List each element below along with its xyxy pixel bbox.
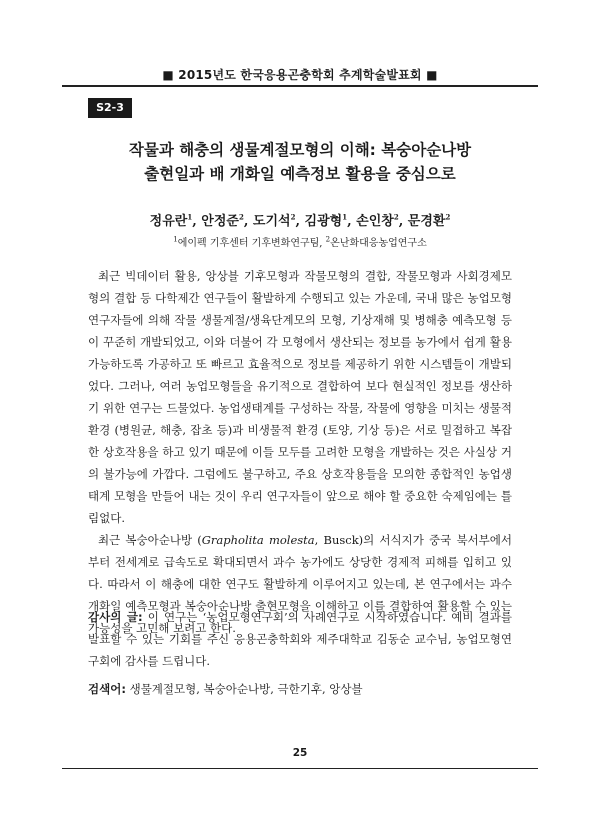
keywords-label: 검색어:: [88, 682, 126, 696]
author-list: 정유란$^1$, 안정준$^2$, 도기석$^2$, 김광형$^1$, 손인창$^2$, 문경환$^2$: [149, 212, 451, 229]
affiliations: $^1$에이펙 기후센터 기후변화연구팀, $^2$온난화대응농업연구소: [173, 235, 427, 249]
keywords-text: 생물계절모형, 복숭아순나방, 극한기후, 앙상블: [125, 682, 363, 696]
author: 문경환$^2$: [407, 212, 451, 229]
acknowledgment-text: 이 연구는 ‘농업모형연구회’의 사례연구로 시작하였습니다. 예비 결과를 발표할 수 있는 기회를 주신 응용곤충학회와 제주대학교 김동순 교수님, 농업모형연구회에 감사를 드립니다.: [88, 610, 512, 668]
conference-header: ■ 2015년도 한국응용곤충학회 추계학술발표회 ■: [162, 68, 438, 82]
footer-rule: [62, 768, 538, 769]
author: 손인창$^2$: [356, 212, 399, 229]
session-tag: S2-3: [88, 98, 132, 118]
title-line-1: 작물과 해충의 생물계절모형의 이해: 복숭아순나방: [128, 141, 472, 159]
paper-title: [62, 138, 538, 186]
header-rule: [62, 85, 538, 87]
page-number: 25: [292, 747, 308, 759]
acknowledgment: [88, 606, 512, 672]
author: 정유란$^1$: [149, 212, 193, 229]
author: 안정준$^2$: [201, 212, 244, 229]
author: 도기석$^2$: [252, 212, 296, 229]
abstract-body: [88, 265, 512, 639]
title-line-2: 출현일과 배 개화일 예측정보 활용을 중심으로: [144, 165, 456, 183]
species-name: Grapholita molesta: [201, 533, 315, 547]
author: 김광형$^1$: [304, 212, 348, 229]
abstract-paragraph-1: 최근 빅데이터 활용, 앙상블 기후모형과 작물모형의 결합, 작물모형과 사회경제모형의 결합 등 다학제간 연구들이 활발하게 수행되고 있는 가운데, 국내 많은 농업모형 연구자들에 의해 작물 생물계절/생육단계모의 모형, 기상재해 및 병해충 예측모형 등이 꾸준히 개발되었고, 이와 더불어 각 모형에서 생산되는 정보를 농가에서 쉽게 활용 가능하도록 가공하고 또 빠르고 효율적으로 정보를 제공하기 위한 시스템들이 개발되었다. 그러나, 여러 농업모형들을 유기적으로 결합하여 보다 현실적인 정보를 생산하기 위한 연구는 드물었다. 농업생태계를 구성하는 작물, 작물에 영향을 미치는 생물적 환경 (병원균, 해충, 잡초 등)과 비생물적 환경 (토양, 기상 등)은 서로 밀접하고 복잡한 상호작용을 하고 있기 때문에 이들 모두를 고려한 모형을 개발하는 것은 사실상 거의 불가능에 가깝다. 그럼에도 불구하고, 주요 상호작용들을 모의한 종합적인 농업생태계 모형을 만들어 내는 것이 우리 연구자들이 앞으로 해야 할 중요한 숙제임에는 틀림없다.: [88, 269, 512, 525]
keywords: [88, 678, 512, 700]
acknowledgment-label: 감사의 글:: [88, 610, 143, 624]
abstract-paragraph-2: 최근 복숭아순나방 (Grapholita molesta, Busck)의 서식지가 중국 북서부에서부터 전세계로 급속도로 확대되면서 과수 농가에도 상당한 경제적 피해를 입히고 있다. 따라서 이 해충에 대한 연구도 활발하게 이루어지고 있는데, 본 연구에서는 과수 개화일 예측모형과 복숭아순나방 출현모형을 이해하고 이를 결합하여 활용할 수 있는 가능성을 고민해 보려고 한다.: [88, 533, 512, 635]
